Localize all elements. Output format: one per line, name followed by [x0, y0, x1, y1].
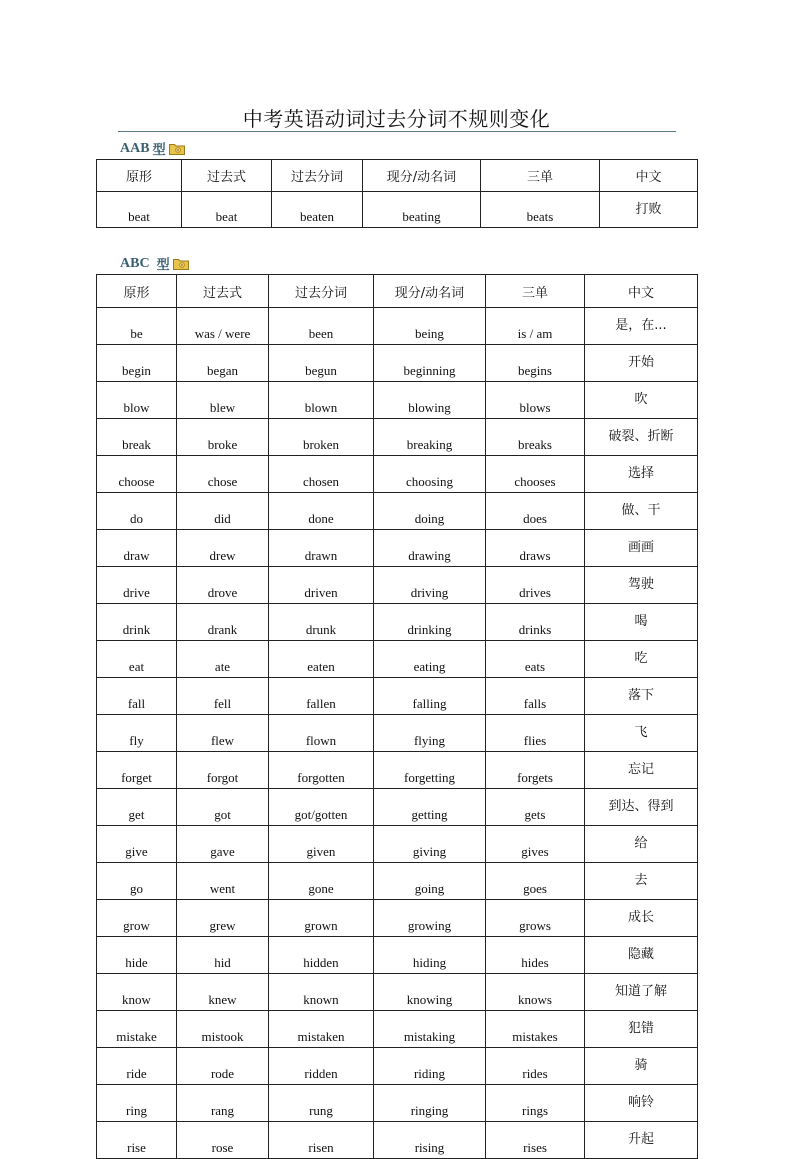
verb-form-cell: drank [177, 604, 269, 641]
column-header: 现分/动名词 [363, 160, 481, 192]
meaning-cell: 吹 [585, 382, 698, 419]
verb-form-cell: eaten [269, 641, 374, 678]
table-row [97, 192, 698, 228]
verb-form-cell: doing [374, 493, 486, 530]
verb-form-cell: forgets [486, 752, 585, 789]
table-row [97, 493, 698, 530]
verb-form-cell: rose [177, 1122, 269, 1159]
verb-form-cell: fallen [269, 678, 374, 715]
meaning-cell: 犯错 [585, 1011, 698, 1048]
verb-form-cell: falling [374, 678, 486, 715]
verb-form-cell: begins [486, 345, 585, 382]
verb-form-cell: give [97, 826, 177, 863]
verb-form-cell: driven [269, 567, 374, 604]
verb-form-cell: beaten [272, 192, 363, 228]
verb-form-cell: did [177, 493, 269, 530]
verb-form-cell: getting [374, 789, 486, 826]
column-header: 现分/动名词 [374, 275, 486, 308]
table-row [97, 863, 698, 900]
meaning-cell: 成长 [585, 900, 698, 937]
verb-form-cell: fly [97, 715, 177, 752]
folder-icon [169, 142, 185, 155]
verb-form-cell: get [97, 789, 177, 826]
meaning-cell: 画画 [585, 530, 698, 567]
verb-form-cell: beating [363, 192, 481, 228]
verb-form-cell: gets [486, 789, 585, 826]
verb-form-cell: riding [374, 1048, 486, 1085]
section-label-latin: ABC [120, 255, 150, 271]
verb-form-cell: chosen [269, 456, 374, 493]
verb-form-cell: flew [177, 715, 269, 752]
verb-form-cell: drove [177, 567, 269, 604]
meaning-cell: 喝 [585, 604, 698, 641]
table-row [97, 826, 698, 863]
verb-form-cell: known [269, 974, 374, 1011]
column-header: 中文 [600, 160, 698, 192]
section-label-abc [120, 254, 189, 273]
verb-form-cell: rode [177, 1048, 269, 1085]
verb-form-cell: ringing [374, 1085, 486, 1122]
meaning-cell: 飞 [585, 715, 698, 752]
verb-form-cell: gone [269, 863, 374, 900]
column-header: 过去式 [182, 160, 272, 192]
table-row [97, 900, 698, 937]
meaning-cell: 落下 [585, 678, 698, 715]
meaning-cell: 知道了解 [585, 974, 698, 1011]
verb-form-cell: blow [97, 382, 177, 419]
verb-form-cell: fall [97, 678, 177, 715]
verb-form-cell: blowing [374, 382, 486, 419]
verb-form-cell: flown [269, 715, 374, 752]
meaning-cell: 打败 [600, 192, 698, 228]
verb-form-cell: rise [97, 1122, 177, 1159]
meaning-cell: 开始 [585, 345, 698, 382]
meaning-cell: 到达、得到 [585, 789, 698, 826]
verb-form-cell: drunk [269, 604, 374, 641]
table-row [97, 1085, 698, 1122]
verb-form-cell: fell [177, 678, 269, 715]
column-header: 过去分词 [272, 160, 363, 192]
section-label-aab [120, 139, 185, 158]
verb-form-cell: ring [97, 1085, 177, 1122]
verb-form-cell: ride [97, 1048, 177, 1085]
verb-form-cell: ridden [269, 1048, 374, 1085]
verb-form-cell: blew [177, 382, 269, 419]
table-row [97, 345, 698, 382]
verb-form-cell: grows [486, 900, 585, 937]
column-header: 原形 [97, 160, 182, 192]
verb-form-cell: beat [182, 192, 272, 228]
table-row [97, 715, 698, 752]
verb-form-cell: given [269, 826, 374, 863]
verb-form-cell: forget [97, 752, 177, 789]
meaning-cell: 驾驶 [585, 567, 698, 604]
verb-form-cell: flying [374, 715, 486, 752]
verb-form-cell: hides [486, 937, 585, 974]
table-row [97, 308, 698, 345]
aab-verb-table [96, 159, 698, 228]
verb-form-cell: drawn [269, 530, 374, 567]
verb-form-cell: mistaken [269, 1011, 374, 1048]
verb-form-cell: choosing [374, 456, 486, 493]
section-label-cjk: 型 [156, 258, 170, 273]
page-title: 中考英语动词过去分词不规则变化 [242, 107, 551, 131]
verb-form-cell: flies [486, 715, 585, 752]
verb-form-cell: hidden [269, 937, 374, 974]
verb-form-cell: mistook [177, 1011, 269, 1048]
verb-form-cell: was / were [177, 308, 269, 345]
verb-form-cell: risen [269, 1122, 374, 1159]
verb-form-cell: beat [97, 192, 182, 228]
verb-form-cell: mistake [97, 1011, 177, 1048]
verb-form-cell: drink [97, 604, 177, 641]
column-header: 中文 [585, 275, 698, 308]
column-header: 三单 [481, 160, 600, 192]
meaning-cell: 做、干 [585, 493, 698, 530]
verb-form-cell: break [97, 419, 177, 456]
verb-form-cell: does [486, 493, 585, 530]
verb-form-cell: begin [97, 345, 177, 382]
verb-form-cell: broken [269, 419, 374, 456]
verb-form-cell: hid [177, 937, 269, 974]
verb-form-cell: begun [269, 345, 374, 382]
verb-form-cell: got/gotten [269, 789, 374, 826]
table-row [97, 641, 698, 678]
verb-form-cell: drives [486, 567, 585, 604]
verb-form-cell: got [177, 789, 269, 826]
meaning-cell: 升起 [585, 1122, 698, 1159]
folder-icon [173, 257, 189, 270]
verb-form-cell: knew [177, 974, 269, 1011]
verb-form-cell: rings [486, 1085, 585, 1122]
verb-form-cell: drive [97, 567, 177, 604]
meaning-cell: 是，在... [585, 308, 698, 345]
verb-form-cell: broke [177, 419, 269, 456]
verb-form-cell: hide [97, 937, 177, 974]
meaning-cell: 隐藏 [585, 937, 698, 974]
verb-form-cell: rang [177, 1085, 269, 1122]
verb-form-cell: began [177, 345, 269, 382]
table-row [97, 789, 698, 826]
verb-form-cell: do [97, 493, 177, 530]
verb-form-cell: gives [486, 826, 585, 863]
verb-form-cell: blows [486, 382, 585, 419]
verb-form-cell: done [269, 493, 374, 530]
verb-form-cell: draw [97, 530, 177, 567]
verb-form-cell: forgot [177, 752, 269, 789]
verb-form-cell: rung [269, 1085, 374, 1122]
verb-form-cell: mistakes [486, 1011, 585, 1048]
verb-form-cell: chose [177, 456, 269, 493]
verb-form-cell: driving [374, 567, 486, 604]
table-row [97, 1122, 698, 1159]
verb-form-cell: went [177, 863, 269, 900]
column-header: 过去分词 [269, 275, 374, 308]
verb-form-cell: is / am [486, 308, 585, 345]
table-row [97, 974, 698, 1011]
table-row [97, 567, 698, 604]
table-row [97, 678, 698, 715]
verb-form-cell: growing [374, 900, 486, 937]
meaning-cell: 忘记 [585, 752, 698, 789]
verb-form-cell: grew [177, 900, 269, 937]
verb-form-cell: drinking [374, 604, 486, 641]
table-row [97, 604, 698, 641]
meaning-cell: 骑 [585, 1048, 698, 1085]
verb-form-cell: gave [177, 826, 269, 863]
verb-form-cell: rises [486, 1122, 585, 1159]
verb-form-cell: know [97, 974, 177, 1011]
verb-form-cell: eats [486, 641, 585, 678]
verb-form-cell: beats [481, 192, 600, 228]
verb-form-cell: forgotten [269, 752, 374, 789]
meaning-cell: 吃 [585, 641, 698, 678]
verb-form-cell: knowing [374, 974, 486, 1011]
verb-form-cell: draws [486, 530, 585, 567]
verb-form-cell: mistaking [374, 1011, 486, 1048]
column-header: 原形 [97, 275, 177, 308]
meaning-cell: 响铃 [585, 1085, 698, 1122]
verb-form-cell: choose [97, 456, 177, 493]
verb-form-cell: drinks [486, 604, 585, 641]
column-header: 过去式 [177, 275, 269, 308]
verb-form-cell: been [269, 308, 374, 345]
verb-form-cell: beginning [374, 345, 486, 382]
meaning-cell: 选择 [585, 456, 698, 493]
verb-form-cell: falls [486, 678, 585, 715]
table-row [97, 382, 698, 419]
meaning-cell: 破裂、折断 [585, 419, 698, 456]
verb-form-cell: breaks [486, 419, 585, 456]
table-row [97, 752, 698, 789]
verb-form-cell: grow [97, 900, 177, 937]
verb-form-cell: goes [486, 863, 585, 900]
column-header: 三单 [486, 275, 585, 308]
table-row [97, 530, 698, 567]
meaning-cell: 去 [585, 863, 698, 900]
verb-form-cell: forgetting [374, 752, 486, 789]
table-row [97, 1048, 698, 1085]
verb-form-cell: hiding [374, 937, 486, 974]
verb-form-cell: rides [486, 1048, 585, 1085]
verb-form-cell: be [97, 308, 177, 345]
table-row [97, 1011, 698, 1048]
table-header-row [97, 160, 698, 192]
table-row [97, 419, 698, 456]
verb-form-cell: giving [374, 826, 486, 863]
section-label-latin: AAB [120, 140, 150, 156]
table-header-row [97, 275, 698, 308]
verb-form-cell: blown [269, 382, 374, 419]
section-label-cjk: 型 [152, 143, 166, 158]
verb-form-cell: knows [486, 974, 585, 1011]
title-underline [118, 131, 676, 132]
table-row [97, 937, 698, 974]
table-row [97, 456, 698, 493]
verb-form-cell: eat [97, 641, 177, 678]
verb-form-cell: going [374, 863, 486, 900]
verb-form-cell: being [374, 308, 486, 345]
verb-form-cell: rising [374, 1122, 486, 1159]
verb-form-cell: breaking [374, 419, 486, 456]
verb-form-cell: chooses [486, 456, 585, 493]
meaning-cell: 给 [585, 826, 698, 863]
verb-form-cell: drew [177, 530, 269, 567]
verb-form-cell: ate [177, 641, 269, 678]
verb-form-cell: grown [269, 900, 374, 937]
verb-form-cell: eating [374, 641, 486, 678]
verb-form-cell: drawing [374, 530, 486, 567]
abc-verb-table [96, 274, 698, 1159]
verb-form-cell: go [97, 863, 177, 900]
